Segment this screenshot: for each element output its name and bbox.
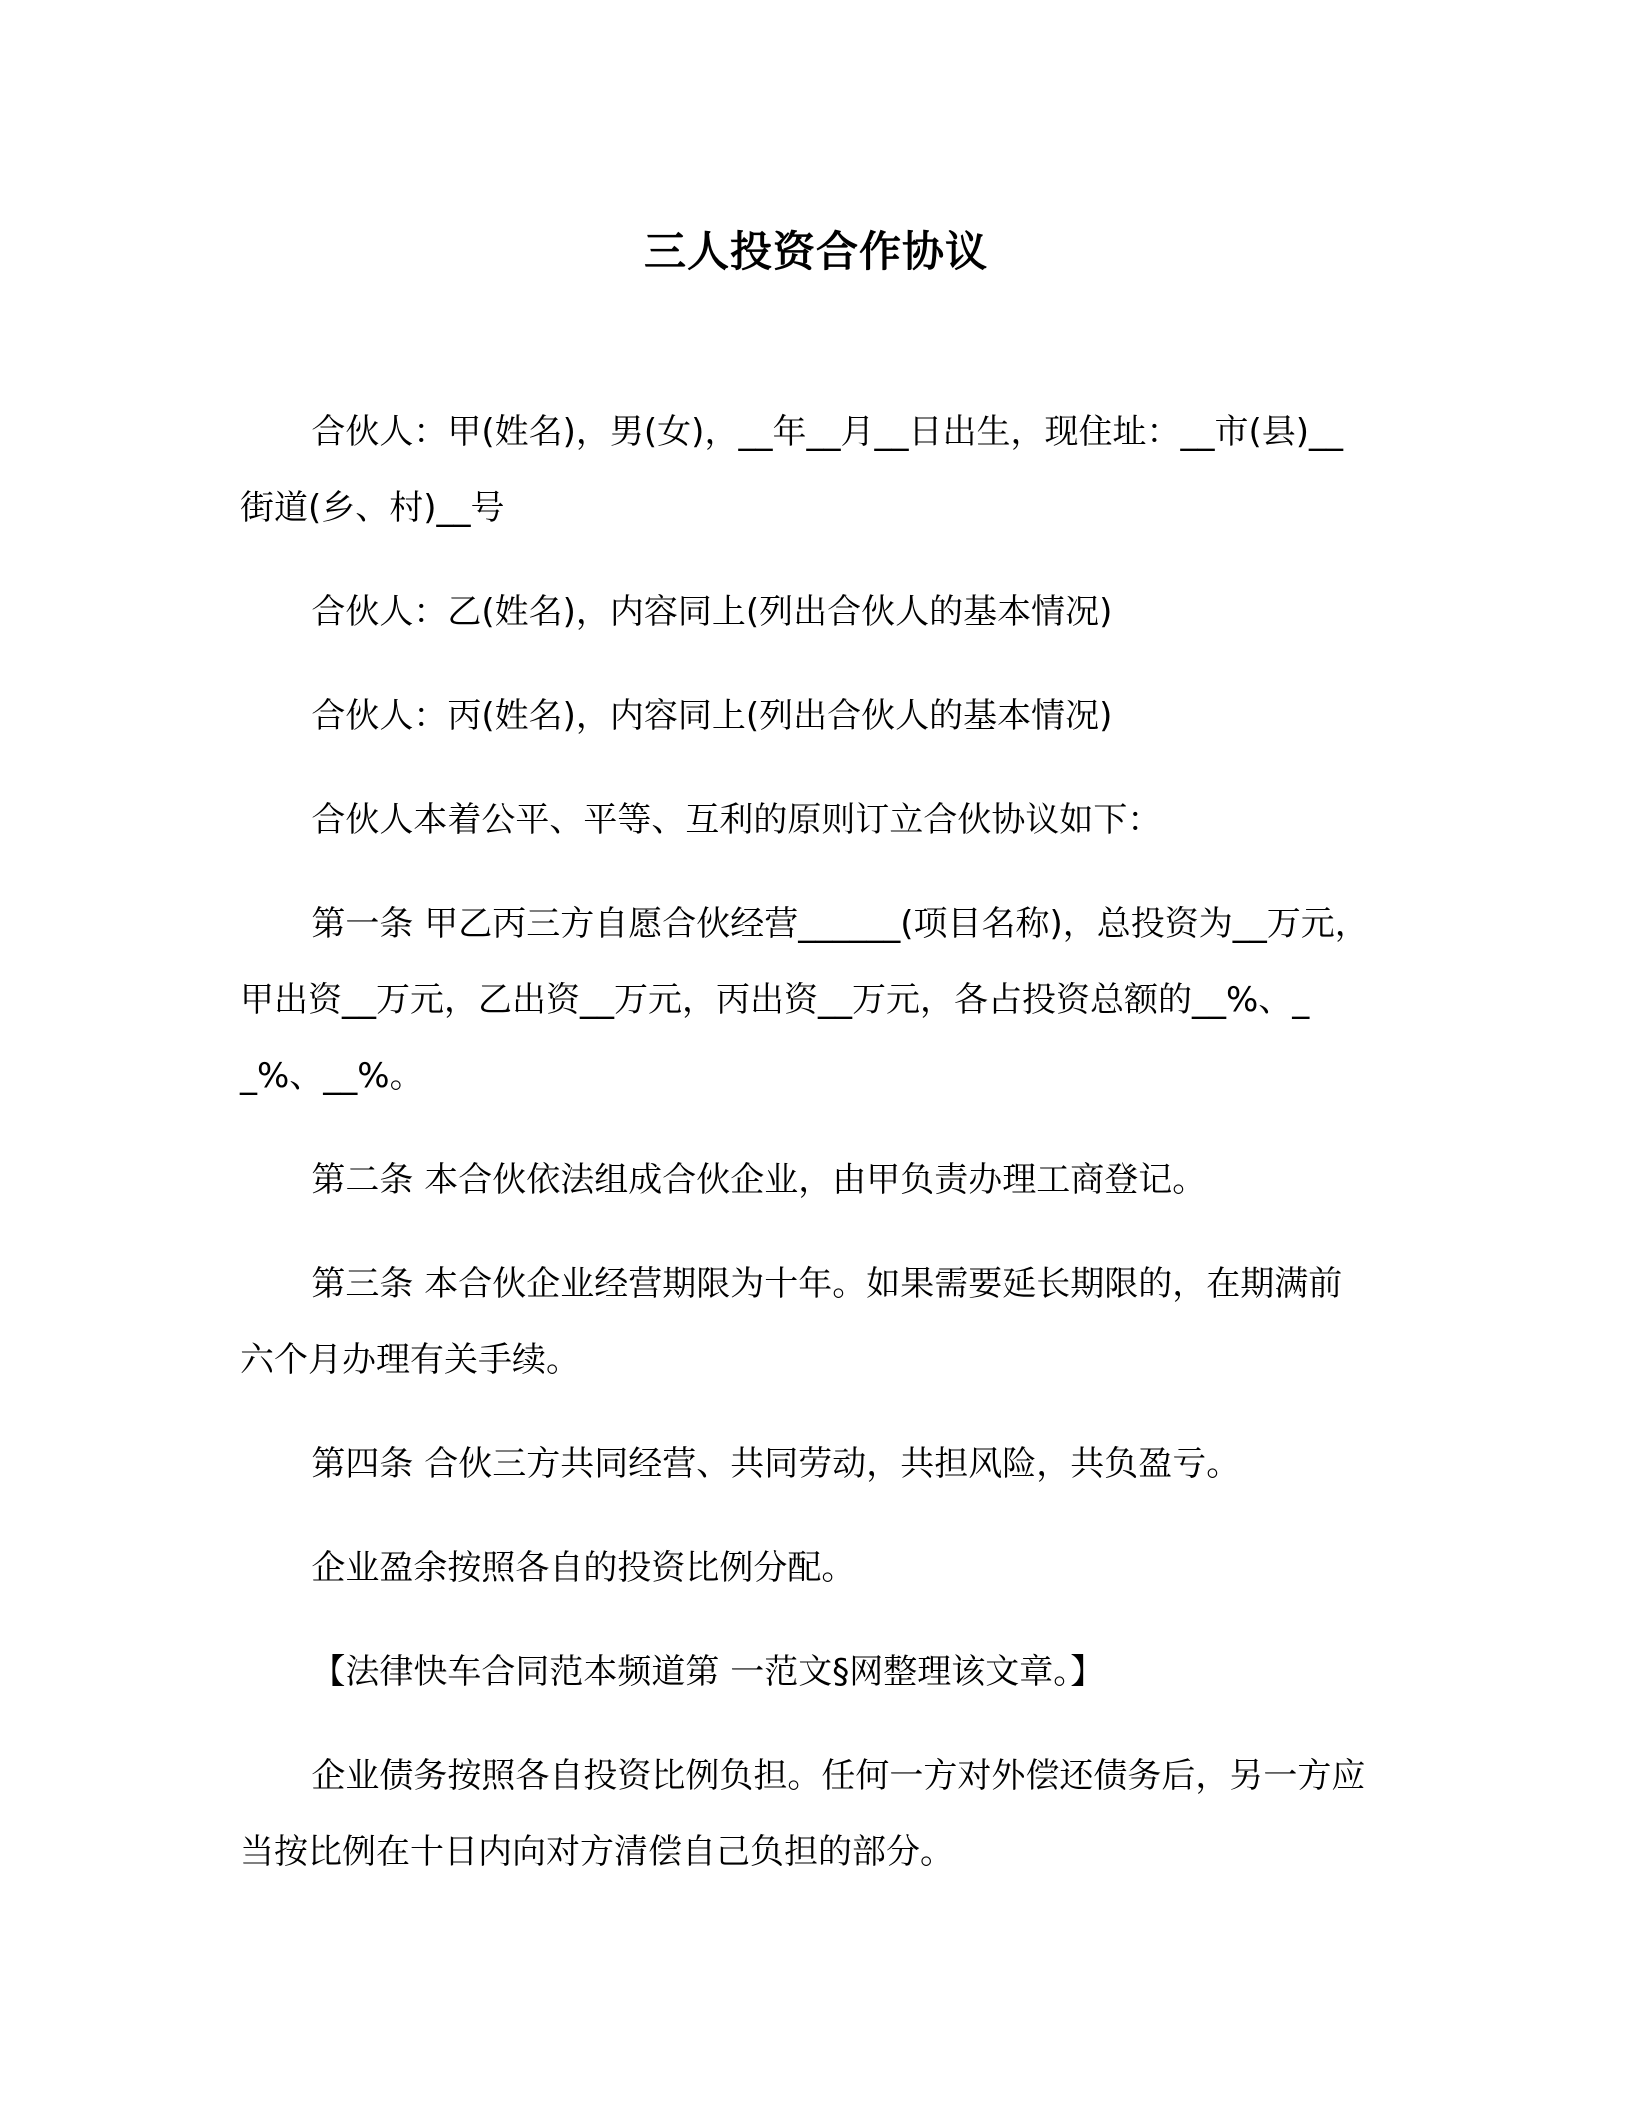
paragraph-partner-b: 合伙人：乙(姓名)，内容同上(列出合伙人的基本情况) <box>311 592 1113 632</box>
paragraph-article-3: 第三条 本合伙企业经营期限为十年。如果需要延长期限的，在期满前六个月办理有关手续。 <box>240 1264 1343 1380</box>
paragraph-article-4: 第四条 合伙三方共同经营、共同劳动，共担风险，共负盈亏。 <box>311 1444 1241 1484</box>
paragraph-source-note: 【法律快车合同范本频道第 一范文§网整理该文章。】 <box>311 1652 1105 1692</box>
paragraph-partner-a: 合伙人：甲(姓名)，男(女)，__年__月__日出生，现住址：__市(县)__街道(乡、村)__号 <box>240 412 1343 528</box>
paragraph-debt: 企业债务按照各自投资比例负担。任何一方对外偿还债务后，另一方应当按比例在十日内向对方清偿自己负担的部分。 <box>240 1756 1366 1872</box>
paragraph-partner-c: 合伙人：丙(姓名)，内容同上(列出合伙人的基本情况) <box>311 696 1113 736</box>
paragraph-preamble: 合伙人本着公平、平等、互利的原则订立合伙协议如下： <box>311 800 1162 840</box>
document-body <box>240 394 1370 1918</box>
paragraph-article-1: 第一条 甲乙丙三方自愿合伙经营______(项目名称)，总投资为__万元，甲出资__万元，乙出资__万元，丙出资__万元，各占投资总额的__%、__%、__%。 <box>240 904 1369 1096</box>
paragraph-article-2: 第二条 本合伙依法组成合伙企业，由甲负责办理工商登记。 <box>311 1160 1207 1200</box>
paragraph-profit: 企业盈余按照各自的投资比例分配。 <box>311 1548 856 1588</box>
document-title: 三人投资合作协议 <box>643 227 988 276</box>
